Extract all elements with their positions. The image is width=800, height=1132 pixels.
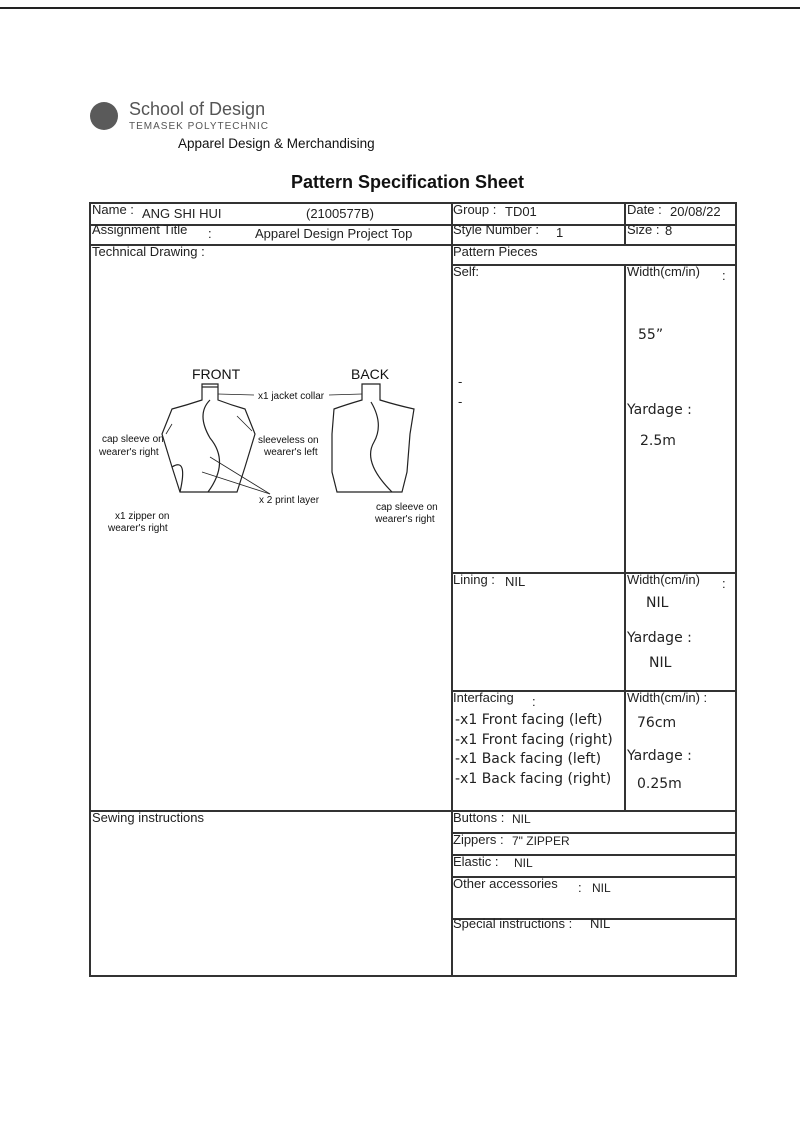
lining-width-label: Width(cm/in) xyxy=(627,572,700,587)
name-label: Name : xyxy=(92,202,134,217)
interfacing-item: -x1 Back facing (right) xyxy=(455,771,612,787)
buttons-value: NIL xyxy=(512,812,531,826)
interfacing-yardage-value: 0.25m xyxy=(637,776,682,792)
assignment-colon: : xyxy=(208,226,212,241)
sheet-title: Pattern Specification Sheet xyxy=(290,172,525,192)
lining-width-colon: : xyxy=(722,576,726,591)
interfacing-width-value: 76cm xyxy=(637,715,677,731)
rule-date-divider xyxy=(624,204,626,244)
back-label: BACK xyxy=(351,366,390,382)
other-accessories-value: NIL xyxy=(592,881,611,895)
self-width-colon: : xyxy=(722,268,726,283)
self-dash-2: - xyxy=(458,394,463,409)
lining-yardage-label: Yardage : xyxy=(627,630,692,646)
cap-sleeve-left-text: cap sleeve on xyxy=(102,434,164,445)
size-label: Size : xyxy=(627,222,660,237)
back-top-icon xyxy=(332,384,414,492)
special-instructions-label: Special instructions : xyxy=(453,916,573,931)
interfacing-label: Interfacing xyxy=(453,690,514,705)
special-instructions-value: NIL xyxy=(590,916,611,931)
zipper-text-2: wearer's right xyxy=(108,523,168,534)
cap-sleeve-left-text-2: wearer's right xyxy=(99,447,159,458)
collar-note-text: x1 jacket collar xyxy=(258,391,325,402)
interfacing-item: -x1 Front facing (right) xyxy=(455,732,613,748)
style-value: 1 xyxy=(556,225,564,240)
lining-width-value: NIL xyxy=(646,595,669,611)
school-name: School of Design xyxy=(129,99,266,119)
rule-width-divider xyxy=(624,264,626,810)
interfacing-yardage-label: Yardage : xyxy=(627,748,692,764)
front-label: FRONT xyxy=(192,366,241,382)
department-name: Apparel Design & Merchandising xyxy=(178,136,375,151)
cap-sleeve-right-text: cap sleeve on xyxy=(376,502,438,513)
elastic-value: NIL xyxy=(514,856,533,870)
assignment-value: Apparel Design Project Top xyxy=(255,226,413,241)
lining-label: Lining : xyxy=(453,572,495,587)
assignment-label: Assignment Title xyxy=(92,222,188,237)
interfacing-width-label: Width(cm/in) : xyxy=(627,690,708,705)
sewing-instructions-label: Sewing instructions xyxy=(92,810,204,825)
self-dash-1: - xyxy=(458,374,463,389)
lining-yardage-value: NIL xyxy=(649,655,672,671)
name-value: ANG SHI HUI xyxy=(142,206,222,221)
zippers-label: Zippers : xyxy=(453,832,504,847)
group-value: TD01 xyxy=(505,204,537,219)
technical-drawing-label: Technical Drawing : xyxy=(92,244,205,259)
school-logo-icon xyxy=(90,102,118,130)
pattern-pieces-label: Pattern Pieces xyxy=(453,244,538,259)
self-width-label: Width(cm/in) xyxy=(627,264,700,279)
sleeveless-text: sleeveless on xyxy=(258,435,319,446)
interfacing-item: -x1 Back facing (left) xyxy=(455,751,602,767)
buttons-label: Buttons : xyxy=(453,810,505,825)
zippers-value: 7" ZIPPER xyxy=(512,834,570,848)
self-yardage-label: Yardage : xyxy=(627,402,692,418)
self-width-value: 55” xyxy=(638,327,664,343)
print-layer-text: x 2 print layer xyxy=(259,495,320,506)
style-label: Style Number : xyxy=(453,222,539,237)
sleeveless-text-2: wearer's left xyxy=(264,447,318,458)
elastic-label: Elastic : xyxy=(453,854,499,869)
technical-drawing xyxy=(92,262,450,592)
self-label: Self: xyxy=(453,264,480,279)
lining-value: NIL xyxy=(505,574,526,589)
interfacing-colon: : xyxy=(532,694,536,709)
size-value: 8 xyxy=(665,223,673,238)
cap-sleeve-right-text-2: wearer's right xyxy=(375,514,435,525)
date-label: Date : xyxy=(627,202,662,217)
top-rule xyxy=(0,7,800,9)
other-accessories-colon: : xyxy=(578,880,582,895)
date-value: 20/08/22 xyxy=(670,204,721,219)
other-accessories-label: Other accessories xyxy=(453,876,558,891)
self-yardage-value: 2.5m xyxy=(640,433,676,449)
student-id: (2100577B) xyxy=(306,206,374,221)
zipper-text: x1 zipper on xyxy=(115,511,170,522)
group-label: Group : xyxy=(453,202,497,217)
interfacing-item: -x1 Front facing (left) xyxy=(455,712,603,728)
polytechnic-name: TEMASEK POLYTECHNIC xyxy=(129,121,269,132)
